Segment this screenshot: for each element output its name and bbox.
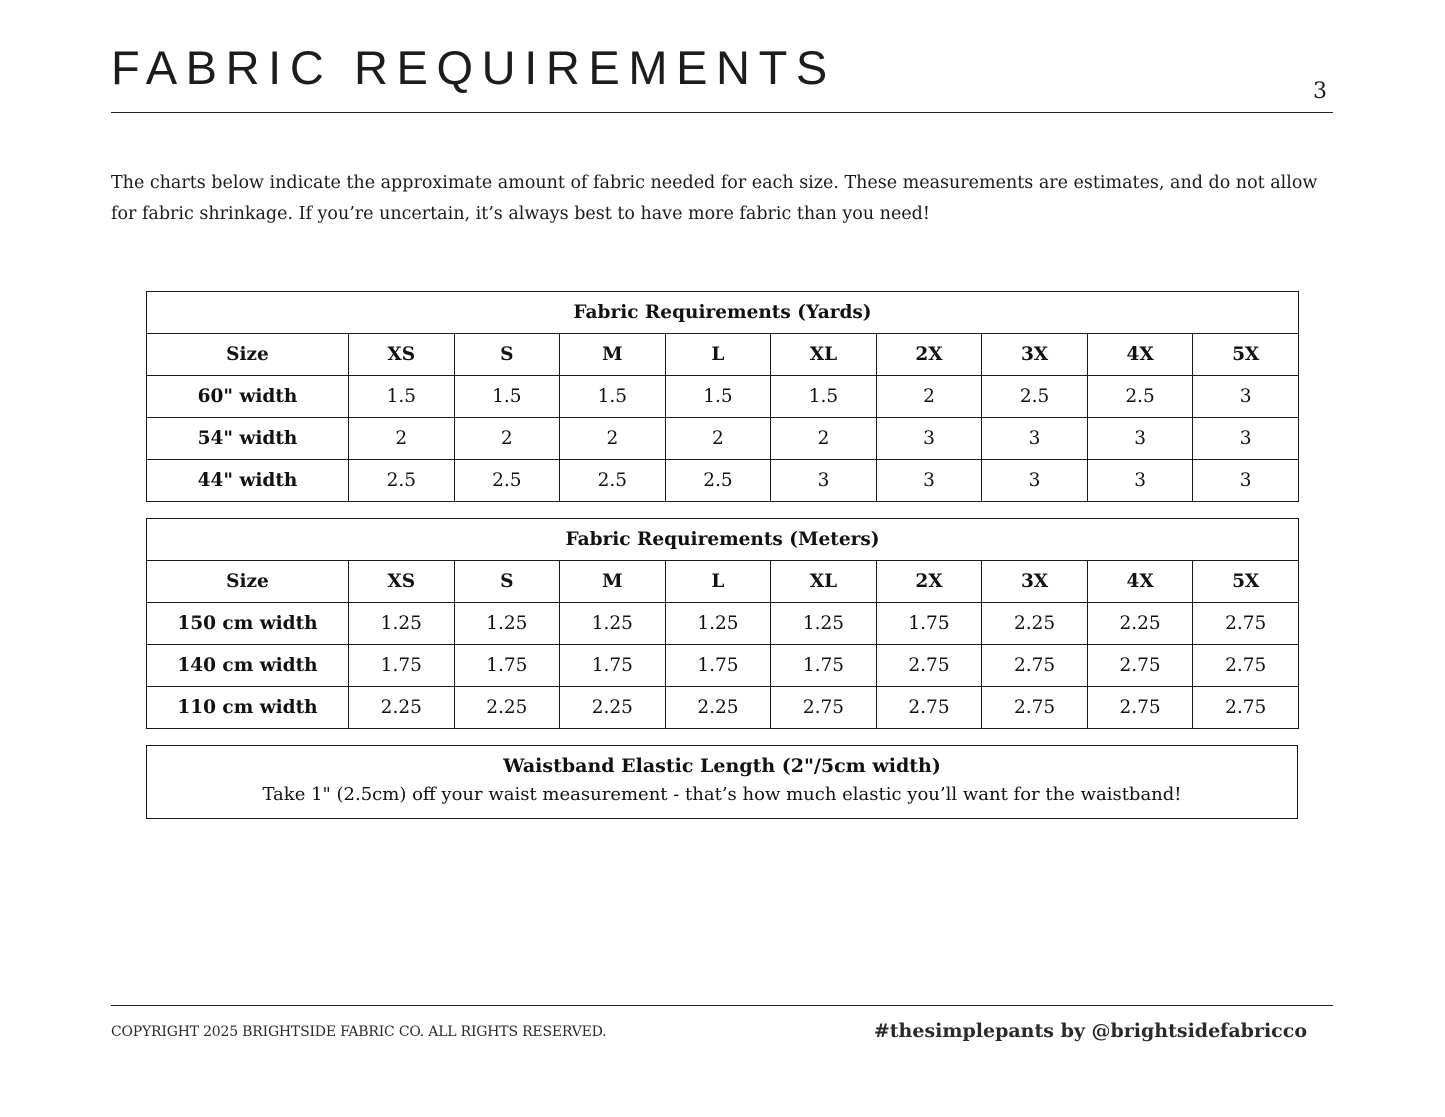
table-cell: 2 <box>876 376 982 418</box>
table-cell: 1.25 <box>771 603 877 645</box>
table-cell: 3 <box>771 460 877 502</box>
column-header: XL <box>771 334 877 376</box>
table-cell: 2.25 <box>665 687 771 729</box>
table-cell: 3 <box>1087 460 1193 502</box>
column-header: S <box>454 561 560 603</box>
row-label: 150 cm width <box>147 603 349 645</box>
elastic-title: Waistband Elastic Length (2"/5cm width) <box>503 755 941 777</box>
table-cell: 3 <box>982 418 1088 460</box>
table-cell: 3 <box>876 460 982 502</box>
table-cell: 2.25 <box>1087 603 1193 645</box>
table-cell: 1.75 <box>349 645 455 687</box>
table-cell: 1.5 <box>560 376 666 418</box>
table-cell: 3 <box>1193 376 1299 418</box>
table-cell: 2.75 <box>876 687 982 729</box>
table-cell: 3 <box>982 460 1088 502</box>
table-cell: 1.25 <box>454 603 560 645</box>
table-cell: 2.75 <box>1193 645 1299 687</box>
table-cell: 3 <box>1087 418 1193 460</box>
meters-table <box>146 518 1299 729</box>
table-cell: 3 <box>876 418 982 460</box>
table-cell: 1.5 <box>771 376 877 418</box>
table-cell: 1.5 <box>665 376 771 418</box>
column-header: XS <box>349 561 455 603</box>
elastic-box <box>146 745 1298 819</box>
table-cell: 1.25 <box>349 603 455 645</box>
table-row <box>147 645 1299 687</box>
copyright-text: COPYRIGHT 2025 BRIGHTSIDE FABRIC CO. ALL RIGHTS RESERVED. <box>111 1024 607 1040</box>
table-header-row <box>147 334 1299 376</box>
table-cell: 2 <box>349 418 455 460</box>
table-cell: 2.75 <box>876 645 982 687</box>
table-cell: 2.5 <box>665 460 771 502</box>
column-header: M <box>560 561 666 603</box>
table-cell: 2.75 <box>1087 645 1193 687</box>
table-cell: 2.5 <box>560 460 666 502</box>
table-title-row <box>147 292 1299 334</box>
column-header: Size <box>147 561 349 603</box>
column-header: 5X <box>1193 334 1299 376</box>
row-label: 44" width <box>147 460 349 502</box>
column-header: XL <box>771 561 877 603</box>
table-cell: 1.75 <box>876 603 982 645</box>
column-header: 5X <box>1193 561 1299 603</box>
table-cell: 1.25 <box>665 603 771 645</box>
column-header: L <box>665 334 771 376</box>
table-cell: 1.75 <box>771 645 877 687</box>
yards-table-title: Fabric Requirements (Yards) <box>147 292 1299 334</box>
yards-table <box>146 291 1299 502</box>
table-row <box>147 418 1299 460</box>
table-row <box>147 376 1299 418</box>
table-cell: 3 <box>1193 418 1299 460</box>
table-cell: 2 <box>454 418 560 460</box>
column-header: Size <box>147 334 349 376</box>
table-cell: 2.25 <box>349 687 455 729</box>
row-label: 110 cm width <box>147 687 349 729</box>
column-header: XS <box>349 334 455 376</box>
footer-divider <box>111 1005 1333 1006</box>
column-header: 4X <box>1087 334 1193 376</box>
page-number: 3 <box>1313 79 1327 104</box>
table-cell: 2.75 <box>982 645 1088 687</box>
elastic-text: Take 1" (2.5cm) off your waist measurement - that’s how much elastic you’ll want for the waistband! <box>262 784 1182 805</box>
table-cell: 2.75 <box>1193 687 1299 729</box>
table-cell: 2.75 <box>1193 603 1299 645</box>
row-label: 140 cm width <box>147 645 349 687</box>
column-header: M <box>560 334 666 376</box>
table-cell: 2 <box>771 418 877 460</box>
table-cell: 2.25 <box>982 603 1088 645</box>
page-title: FABRIC REQUIREMENTS <box>111 41 836 94</box>
table-cell: 2.75 <box>982 687 1088 729</box>
table-row <box>147 460 1299 502</box>
table-cell: 2.5 <box>349 460 455 502</box>
table-title-row <box>147 519 1299 561</box>
table-cell: 1.25 <box>560 603 666 645</box>
table-cell: 2 <box>665 418 771 460</box>
column-header: 4X <box>1087 561 1193 603</box>
column-header: 3X <box>982 561 1088 603</box>
table-cell: 1.75 <box>665 645 771 687</box>
meters-table-title: Fabric Requirements (Meters) <box>147 519 1299 561</box>
table-cell: 1.75 <box>560 645 666 687</box>
table-cell: 2.5 <box>1087 376 1193 418</box>
table-cell: 1.5 <box>349 376 455 418</box>
column-header: L <box>665 561 771 603</box>
column-header: 2X <box>876 561 982 603</box>
row-label: 54" width <box>147 418 349 460</box>
column-header: 2X <box>876 334 982 376</box>
table-cell: 1.75 <box>454 645 560 687</box>
table-cell: 2.75 <box>1087 687 1193 729</box>
hashtag-text: #thesimplepants by @brightsidefabricco <box>873 1020 1307 1042</box>
table-cell: 2 <box>560 418 666 460</box>
table-cell: 2.25 <box>560 687 666 729</box>
table-row <box>147 603 1299 645</box>
table-cell: 2.75 <box>771 687 877 729</box>
header-divider <box>111 112 1333 113</box>
row-label: 60" width <box>147 376 349 418</box>
table-cell: 2.25 <box>454 687 560 729</box>
table-cell: 3 <box>1193 460 1299 502</box>
table-cell: 2.5 <box>982 376 1088 418</box>
column-header: S <box>454 334 560 376</box>
table-row <box>147 687 1299 729</box>
table-cell: 2.5 <box>454 460 560 502</box>
table-cell: 1.5 <box>454 376 560 418</box>
table-header-row <box>147 561 1299 603</box>
column-header: 3X <box>982 334 1088 376</box>
intro-paragraph: The charts below indicate the approximate amount of fabric needed for each size. These measurements are estimates, and do not allow for fabric shrinkage. If you’re uncertain, it’s always best to have more fabric than you need! <box>111 173 1318 224</box>
